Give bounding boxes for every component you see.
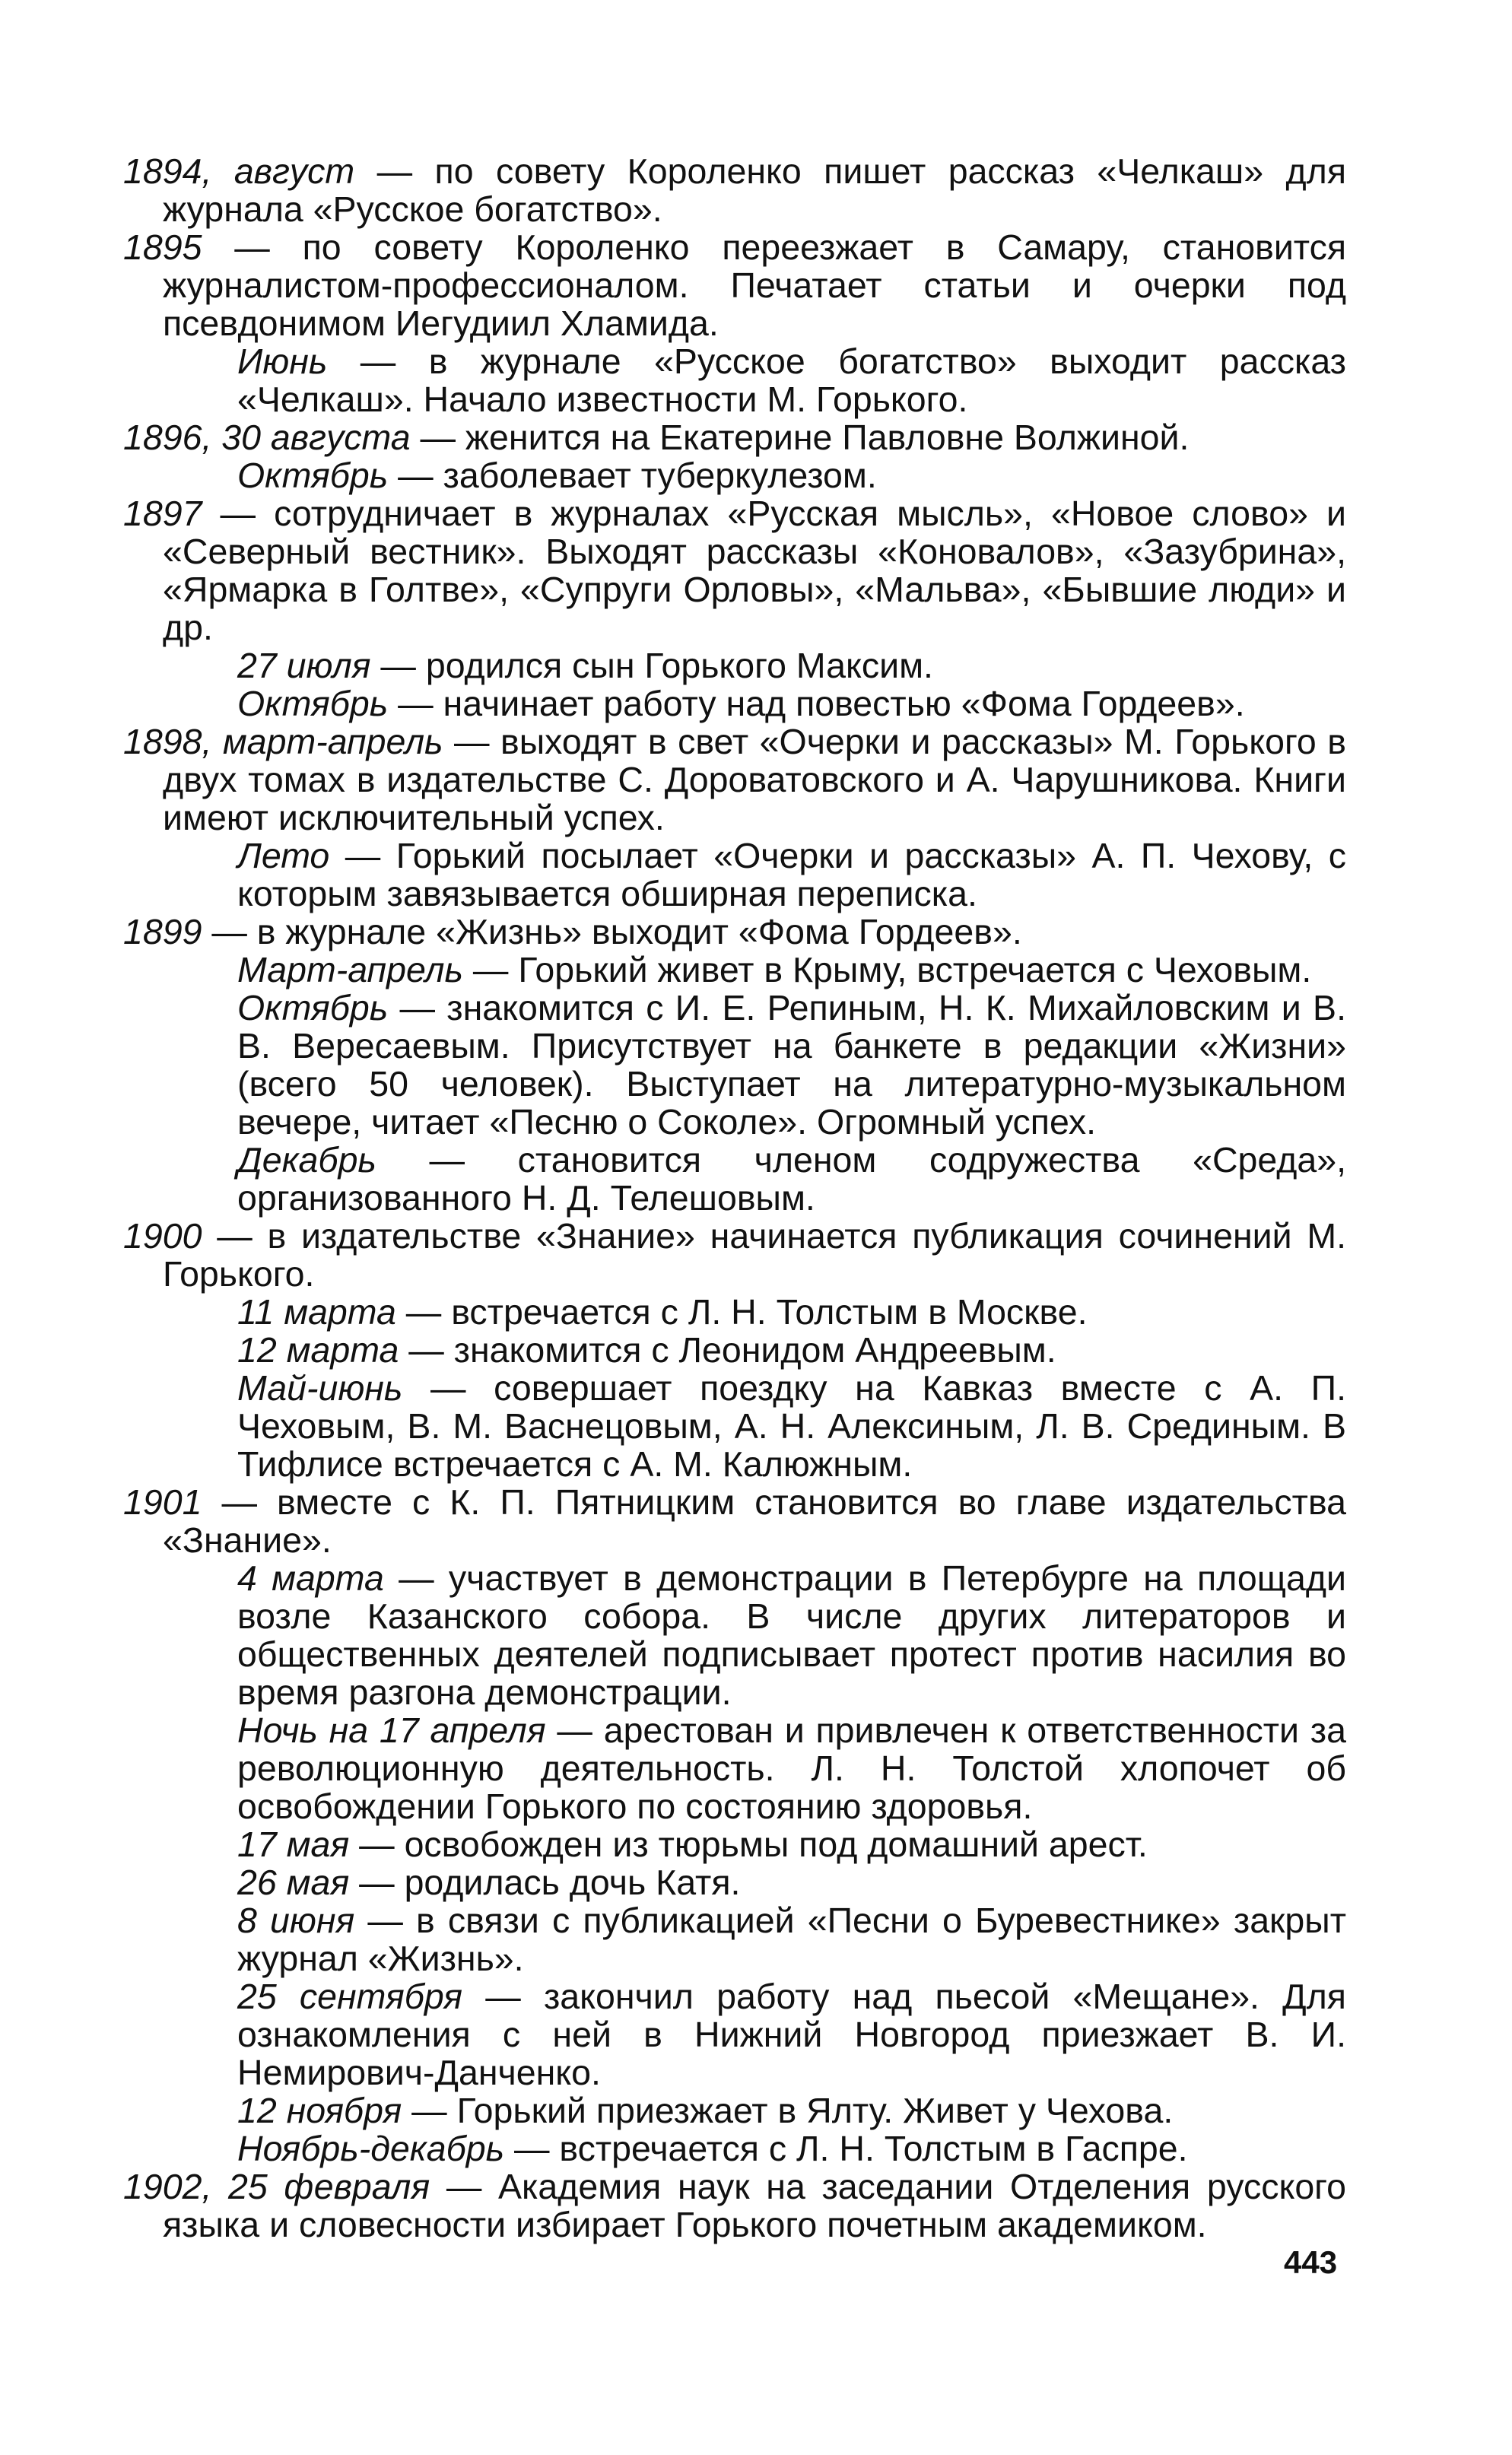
chronology-entry-event: [123, 1141, 1346, 1217]
chronology-entry-year: [123, 913, 1346, 951]
page-number: 443: [1284, 2244, 1338, 2280]
chronology-entry-event: [123, 342, 1346, 418]
chronology-entry-event: [123, 951, 1346, 989]
entry-text: — в журнале «Русское богатство» выходит рассказ «Челкаш». Начало известности М. Горького.: [237, 341, 1346, 419]
entry-text: — в журнале «Жизнь» выходит «Фома Гордеев».: [202, 912, 1022, 951]
entry-date: 1902, 25 февраля: [123, 2167, 430, 2206]
entry-date: 1897: [123, 494, 202, 533]
entry-text: — закончил работу над пьесой «Мещане». Для ознакомления с ней в Нижний Новгород приезжает В. И. Немирович-Данченко.: [237, 1977, 1346, 2092]
entry-text: — Горький приезжает в Ялту. Живет у Чехова.: [402, 2091, 1174, 2130]
entry-date: 1901: [123, 1482, 202, 1522]
entry-date: Октябрь: [237, 988, 389, 1027]
chronology-entry-event: [123, 1331, 1346, 1369]
entry-text: — родился сын Горького Максим.: [370, 646, 933, 685]
chronology-entry-event: [123, 1901, 1346, 1977]
entry-date: Лето: [237, 836, 330, 875]
chronology-entry-year: [123, 152, 1346, 228]
chronology-entry-event: [123, 837, 1346, 913]
entry-text: — в связи с публикацией «Песни о Буревестнике» закрыт журнал «Жизнь».: [237, 1901, 1346, 1978]
entry-text: — совершает поездку на Кавказ вместе с А. П. Чеховым, В. М. Васнецовым, А. Н. Алексиным, Л. В. Срединым. В Тифлисе встречается с А. М. Калюжным.: [237, 1368, 1346, 1484]
entry-text: — родилась дочь Катя.: [349, 1863, 741, 1902]
entry-date: Декабрь: [237, 1140, 376, 1180]
entry-date: 12 марта: [237, 1330, 399, 1370]
chronology-entry-year: [123, 723, 1346, 837]
entry-date: 1895: [123, 227, 202, 267]
chronology-entry-event: [123, 1977, 1346, 2091]
entry-date: Июнь: [237, 341, 328, 381]
chronology-entry-year: [123, 418, 1346, 456]
chronology-entry-event: [123, 456, 1346, 494]
chronology-entry-event: [123, 2091, 1346, 2129]
entry-text: — арестован и привлечен к ответственности за революционную деятельность. Л. Н. Толстой хлопочет об освобождении Горького по состоянию здоровья.: [237, 1710, 1346, 1826]
chronology-entry-event: [123, 1559, 1346, 1711]
entry-date: 11 марта: [237, 1292, 396, 1332]
entry-text: — знакомится с И. Е. Репиным, Н. К. Михайловским и В. В. Вересаевым. Присутствует на банкете в редакции «Жизни» (всего 50 человек). Выступает на литературно-музыкальном вечере, читает «Песню о Соколе». Огромный успех.: [237, 988, 1346, 1142]
chronology-entry-event: [123, 646, 1346, 684]
entry-date: 1896, 30 августа: [123, 418, 411, 457]
entry-date: 12 ноября: [237, 2091, 402, 2130]
chronology-page: [123, 152, 1346, 2244]
entry-text: — женится на Екатерине Павловне Волжиной.: [410, 418, 1190, 457]
entry-date: 26 мая: [237, 1863, 350, 1902]
entry-text: — освобожден из тюрьмы под домашний арест.: [349, 1825, 1148, 1864]
entry-text: — знакомится с Леонидом Андреевым.: [399, 1330, 1056, 1370]
entry-date: 4 марта: [237, 1558, 384, 1598]
entry-text: — по совету Короленко переезжает в Самару, становится журналистом-профессионалом. Печатает статьи и очерки под псевдонимом Иегудиил Хламида.: [163, 227, 1346, 343]
chronology-entry-event: [123, 1369, 1346, 1483]
entry-text: — выходят в свет «Очерки и рассказы» М. Горького в двух томах в издательстве С. Дороватовского и А. Чарушникова. Книги имеют исключительный успех.: [163, 722, 1346, 837]
entry-text: — сотрудничает в журналах «Русская мысль», «Новое слово» и «Северный вестник». Выходят рассказы «Коновалов», «Зазубрина», «Ярмарка в Голтве», «Супруги Орловы», «Мальва», «Бывшие люди» и др.: [163, 494, 1346, 647]
chronology-entry-year: [123, 494, 1346, 646]
entry-date: Март-апрель: [237, 950, 463, 989]
entry-date: 1894, август: [123, 151, 355, 191]
entry-text: — Горький живет в Крыму, встречается с Чеховым.: [462, 950, 1312, 989]
entry-date: 17 мая: [237, 1825, 350, 1864]
entry-text: — Горький посылает «Очерки и рассказы» А. П. Чехову, с которым завязывается обширная переписка.: [237, 836, 1346, 913]
chronology-entry-event: [123, 1711, 1346, 1825]
chronology-list: [123, 152, 1346, 2244]
chronology-entry-event: [123, 1863, 1346, 1901]
entry-text: — вместе с К. П. Пятницким становится во главе издательства «Знание».: [163, 1482, 1346, 1560]
chronology-entry-event: [123, 1825, 1346, 1863]
entry-date: 25 сентября: [237, 1977, 463, 2016]
chronology-entry-year: [123, 1217, 1346, 1293]
entry-text: — встречается с Л. Н. Толстым в Москве.: [395, 1292, 1088, 1332]
chronology-entry-year: [123, 2168, 1346, 2244]
entry-text: — заболевает туберкулезом.: [388, 456, 877, 495]
chronology-entry-year: [123, 1483, 1346, 1559]
chronology-entry-year: [123, 228, 1346, 342]
entry-text: — встречается с Л. Н. Толстым в Гаспре.: [504, 2129, 1188, 2168]
entry-date: 1900: [123, 1216, 202, 1256]
entry-text: — участвует в демонстрации в Петербурге на площади возле Казанского собора. В числе других литераторов и общественных деятелей подписывает протест против насилия во время разгона демонстрации.: [237, 1558, 1346, 1712]
entry-date: Ночь на 17 апреля: [237, 1710, 546, 1750]
entry-text: — становится членом содружества «Среда», организованного Н. Д. Телешовым.: [237, 1140, 1346, 1218]
entry-date: Октябрь: [237, 684, 389, 723]
entry-date: Май-июнь: [237, 1368, 403, 1408]
entry-date: 1899: [123, 912, 202, 951]
entry-text: — начинает работу над повестью «Фома Гордеев».: [388, 684, 1245, 723]
entry-text: — по совету Короленко пишет рассказ «Челкаш» для журнала «Русское богатство».: [163, 151, 1346, 229]
entry-date: 1898, март-апрель: [123, 722, 443, 761]
entry-date: 27 июля: [237, 646, 371, 685]
entry-date: 8 июня: [237, 1901, 355, 1940]
chronology-entry-event: [123, 2129, 1346, 2168]
entry-date: Ноябрь-декабрь: [237, 2129, 505, 2168]
entry-date: Октябрь: [237, 456, 389, 495]
chronology-entry-event: [123, 989, 1346, 1141]
chronology-entry-event: [123, 1293, 1346, 1331]
entry-text: — Академия наук на заседании Отделения русского языка и словесности избирает Горького почетным академиком.: [163, 2167, 1346, 2244]
chronology-entry-event: [123, 684, 1346, 723]
entry-text: — в издательстве «Знание» начинается публикация сочинений М. Горького.: [163, 1216, 1346, 1294]
